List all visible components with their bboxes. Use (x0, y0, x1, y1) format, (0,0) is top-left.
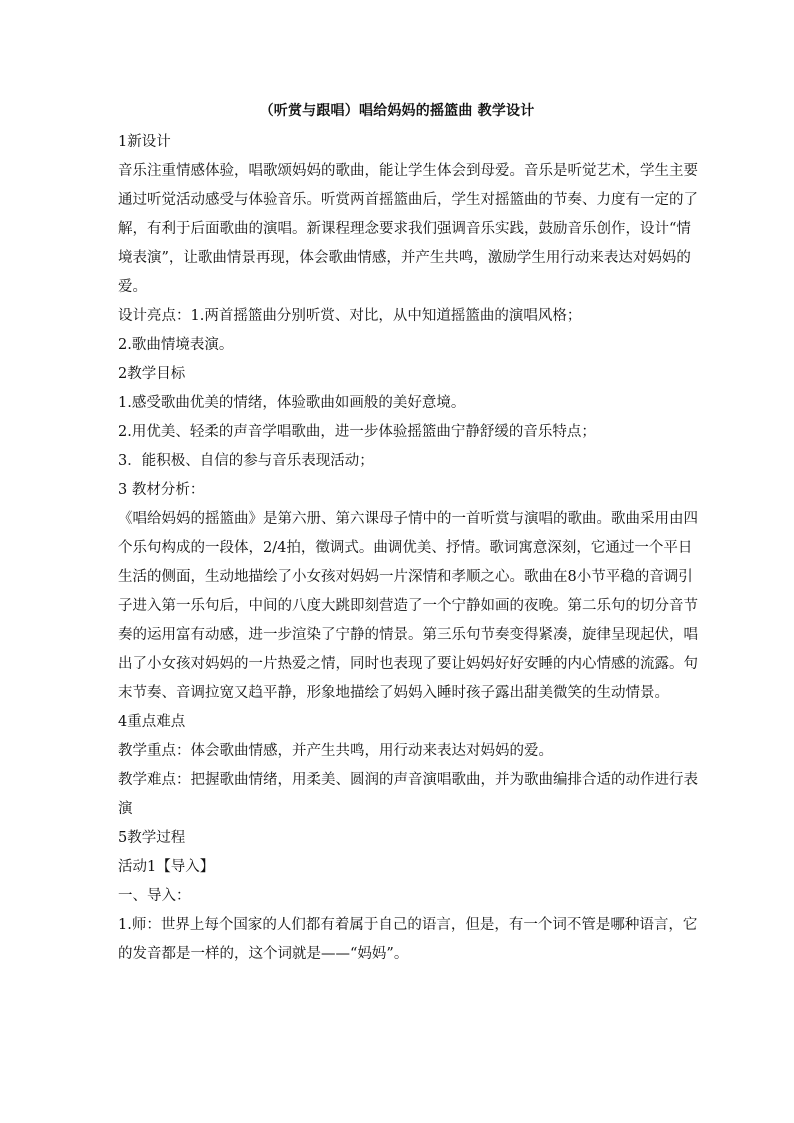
teacher-intro-paragraph (118, 911, 698, 969)
section-heading-new-design: 1新设计 (118, 134, 171, 150)
activity-heading: 活动1【导入】 (118, 859, 215, 875)
material-analysis-paragraph (118, 505, 698, 708)
paragraph-line: 演 (118, 801, 133, 817)
subsection-intro: 一、导入： (118, 888, 191, 904)
objective-item-3: 3．能积极、自信的参与音乐表现活动； (118, 453, 374, 469)
section-heading-objectives: 2教学目标 (118, 366, 186, 382)
paragraph-line: 通过听觉活动感受与体验音乐。听赏两首摇篮曲后，学生对摇篮曲的节奏、力度有一定的了 (118, 192, 698, 208)
section-heading-key-points: 4重点难点 (118, 714, 186, 730)
design-intro-paragraph (118, 157, 698, 302)
paragraph-line: 个乐句构成的一段体，2/4拍，徵调式。曲调优美、抒情。歌词寓意深刻，它通过一个平日 (118, 540, 693, 556)
paragraph-line: 出了小女孩对妈妈的一片热爱之情，同时也表现了要让妈妈好好安睡的内心情感的流露。句 (118, 656, 698, 672)
paragraph-line: 爱。 (118, 279, 147, 295)
paragraph-line: 1.师：世界上每个国家的人们都有着属于自己的语言，但是，有一个词不管是哪种语言，它 (118, 917, 698, 933)
objective-item-1: 1.感受歌曲优美的情绪，体验歌曲如画般的美好意境。 (118, 395, 466, 411)
teaching-key-point: 教学重点：体会歌曲情感，并产生共鸣，用行动来表达对妈妈的爱。 (118, 743, 553, 759)
objective-item-2: 2.用优美、轻柔的声音学唱歌曲，进一步体验摇篮曲宁静舒缓的音乐特点； (118, 424, 596, 440)
paragraph-line: 奏的运用富有动感，进一步渲染了宁静的情景。第三乐句节奏变得紧凑，旋律呈现起伏，唱 (118, 627, 698, 643)
paragraph-line: 解，有利于后面歌曲的演唱。新课程理念要求我们强调音乐实践，鼓励音乐创作，设计“情 (118, 221, 691, 237)
paragraph-line: 《唱给妈妈的摇篮曲》是第六册、第六课母子情中的一首听赏与演唱的歌曲。歌曲采用由四 (118, 511, 698, 527)
design-highlight-2: 2.歌曲情境表演。 (118, 337, 234, 353)
design-highlight-1: 设计亮点：1.两首摇篮曲分别听赏、对比，从中知道摇篮曲的演唱风格； (118, 308, 582, 324)
paragraph-line: 生活的侧面，生动地描绘了小女孩对妈妈一片深情和孝顺之心。歌曲在8小节平稳的音调引 (118, 569, 693, 585)
paragraph-line: 子进入第一乐句后，中间的八度大跳即刻营造了一个宁静如画的夜晚。第二乐句的切分音节 (118, 598, 698, 614)
paragraph-line: 的发音都是一样的，这个词就是——“妈妈”。 (118, 946, 409, 962)
section-heading-process: 5教学过程 (118, 830, 186, 846)
teaching-difficulty-paragraph (118, 766, 698, 824)
paragraph-line: 音乐注重情感体验，唱歌颂妈妈的歌曲，能让学生体会到母爱。音乐是听觉艺术，学生主要 (118, 163, 698, 179)
paragraph-line: 教学难点：把握歌曲情绪，用柔美、圆润的声音演唱歌曲，并为歌曲编排合适的动作进行表 (118, 772, 698, 788)
paragraph-line: 末节奏、音调拉宽又趋平静，形象地描绘了妈妈入睡时孩子露出甜美微笑的生动情景。 (118, 685, 669, 701)
paragraph-line: 境表演”，让歌曲情景再现，体会歌曲情感，并产生共鸣，激励学生用行动来表达对妈妈的 (118, 250, 691, 266)
document-title: （听赏与跟唱）唱给妈妈的摇篮曲 教学设计 (259, 103, 535, 119)
document-page (118, 100, 698, 969)
section-heading-material-analysis: 3 教材分析： (118, 482, 205, 498)
